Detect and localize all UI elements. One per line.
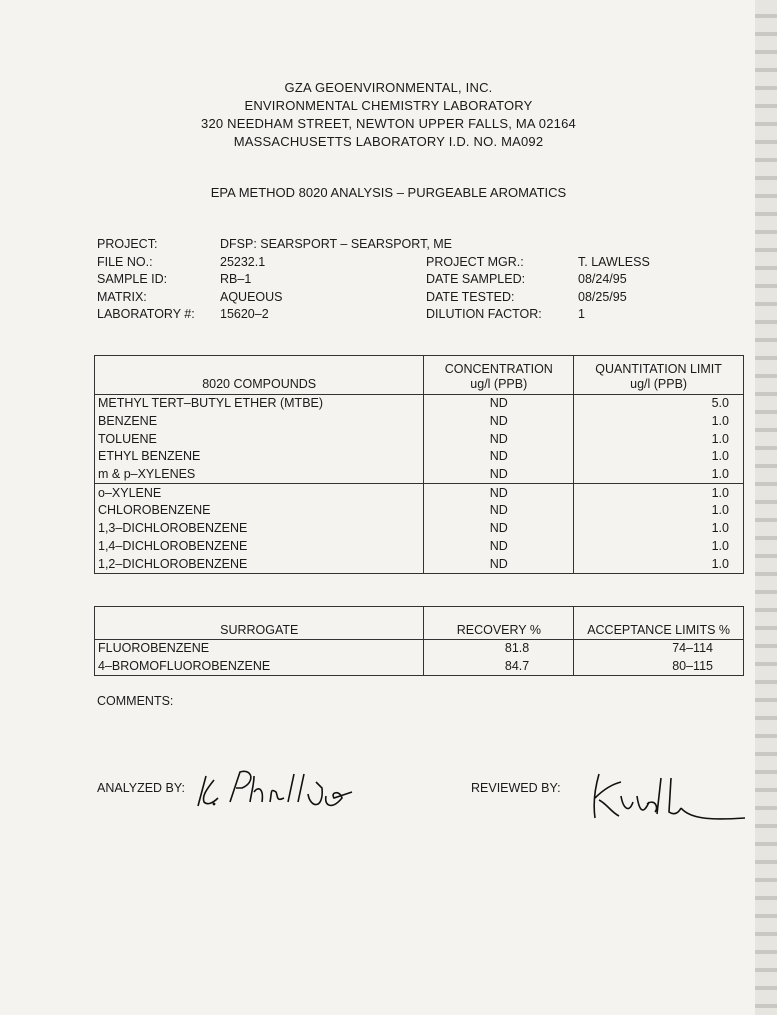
project-label: PROJECT: <box>97 237 158 251</box>
compound-limit: 1.0 <box>574 502 744 520</box>
lab-address: 320 NEEDHAM STREET, NEWTON UPPER FALLS, MA 02164 <box>201 116 576 131</box>
compound-limit: 1.0 <box>574 538 744 556</box>
compound-limit: 1.0 <box>574 430 744 448</box>
compound-limit: 1.0 <box>574 520 744 538</box>
sampled-label: DATE SAMPLED: <box>426 272 526 286</box>
compound-name: 1,3–DICHLOROBENZENE <box>95 520 424 538</box>
sampled-value: 08/24/95 <box>578 272 627 286</box>
compound-conc: ND <box>424 484 574 502</box>
reviewed-label: REVIEWED BY: <box>471 781 561 795</box>
table-row <box>95 555 744 573</box>
compound-name: CHLOROBENZENE <box>95 502 424 520</box>
company-name: GZA GEOENVIRONMENTAL, INC. <box>284 80 493 95</box>
dilution-value: 1 <box>578 307 585 321</box>
col-quantitation <box>574 356 744 395</box>
surrogate-recovery: 84.7 <box>424 658 574 676</box>
mgr-value: T. LAWLESS <box>578 255 650 269</box>
surrogate-limits: 74–114 <box>574 640 744 658</box>
analyzed-label: ANALYZED BY: <box>97 781 185 795</box>
lab-name: ENVIRONMENTAL CHEMISTRY LABORATORY <box>244 98 533 113</box>
compound-limit: 1.0 <box>574 484 744 502</box>
mgr-label: PROJECT MGR.: <box>426 255 524 269</box>
sample-label: SAMPLE ID: <box>97 272 168 286</box>
table-row <box>95 640 744 658</box>
table-row <box>95 395 744 413</box>
matrix-label: MATRIX: <box>97 290 147 304</box>
labno-value: 15620–2 <box>220 307 269 321</box>
compound-limit: 5.0 <box>574 395 744 413</box>
compounds-table <box>94 355 744 574</box>
compound-conc: ND <box>424 520 574 538</box>
compound-conc: ND <box>424 395 574 413</box>
table-row <box>95 538 744 556</box>
col-recovery: RECOVERY % <box>424 607 574 640</box>
method-title: EPA METHOD 8020 ANALYSIS – PURGEABLE AROMATICS <box>210 185 567 200</box>
col-concentration-line1: CONCENTRATION <box>444 362 553 376</box>
comments-label: COMMENTS: <box>97 694 174 708</box>
compound-name: ETHYL BENZENE <box>95 448 424 466</box>
col-acceptance: ACCEPTANCE LIMITS % <box>574 607 744 640</box>
compound-name: o–XYLENE <box>95 484 424 502</box>
surrogate-name: 4–BROMOFLUOROBENZENE <box>95 658 424 676</box>
labno-label: LABORATORY #: <box>97 307 195 321</box>
compound-name: m & p–XYLENES <box>95 466 424 484</box>
col-concentration-line2: ug/l (PPB) <box>470 377 528 391</box>
compound-name: METHYL TERT–BUTYL ETHER (MTBE) <box>95 395 424 413</box>
col-compound: 8020 COMPOUNDS <box>95 356 424 395</box>
table-row <box>95 466 744 484</box>
dilution-label: DILUTION FACTOR: <box>426 307 542 321</box>
sample-value: RB–1 <box>220 272 252 286</box>
col-surrogate: SURROGATE <box>95 607 424 640</box>
compound-name: 1,2–DICHLOROBENZENE <box>95 555 424 573</box>
table-row <box>95 502 744 520</box>
compound-limit: 1.0 <box>574 413 744 431</box>
table-row <box>95 413 744 431</box>
compound-conc: ND <box>424 430 574 448</box>
lab-id: MASSACHUSETTS LABORATORY I.D. NO. MA092 <box>233 134 544 149</box>
col-concentration <box>424 356 574 395</box>
matrix-value: AQUEOUS <box>220 290 283 304</box>
compound-conc: ND <box>424 538 574 556</box>
compound-name: TOLUENE <box>95 430 424 448</box>
table-row <box>95 430 744 448</box>
col-quantitation-line1: QUANTITATION LIMIT <box>595 362 722 376</box>
reviewed-signature <box>585 768 750 826</box>
table-row <box>95 658 744 676</box>
surrogate-limits: 80–115 <box>574 658 744 676</box>
analyzed-signature <box>192 762 372 814</box>
file-value: 25232.1 <box>220 255 266 269</box>
binder-edge <box>755 0 777 1015</box>
compound-name: 1,4–DICHLOROBENZENE <box>95 538 424 556</box>
compound-name: BENZENE <box>95 413 424 431</box>
surrogate-recovery: 81.8 <box>424 640 574 658</box>
table-row <box>95 448 744 466</box>
compound-limit: 1.0 <box>574 555 744 573</box>
surrogate-name: FLUOROBENZENE <box>95 640 424 658</box>
table-row <box>95 484 744 502</box>
project-value: DFSP: SEARSPORT – SEARSPORT, ME <box>220 237 453 251</box>
compound-conc: ND <box>424 502 574 520</box>
compound-conc: ND <box>424 448 574 466</box>
table-row <box>95 520 744 538</box>
compound-conc: ND <box>424 555 574 573</box>
surrogate-table <box>94 606 744 676</box>
col-quantitation-line2: ug/l (PPB) <box>630 377 688 391</box>
compound-conc: ND <box>424 466 574 484</box>
file-label: FILE NO.: <box>97 255 153 269</box>
compound-limit: 1.0 <box>574 448 744 466</box>
tested-label: DATE TESTED: <box>426 290 515 304</box>
compound-conc: ND <box>424 413 574 431</box>
compound-limit: 1.0 <box>574 466 744 484</box>
tested-value: 08/25/95 <box>578 290 627 304</box>
